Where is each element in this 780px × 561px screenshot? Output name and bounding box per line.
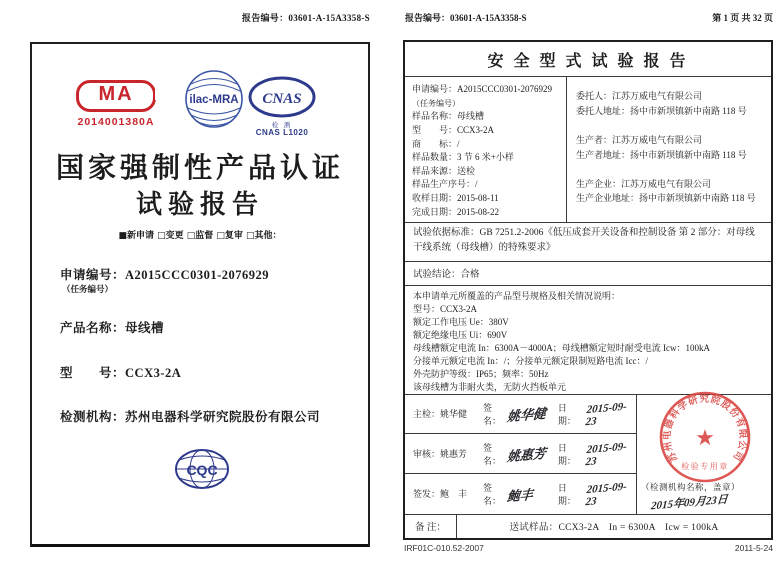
cnas-label: CNAS [262,91,302,107]
date-label: 日期： [557,402,576,426]
handwritten-date: 2015-09-23 [585,440,628,468]
cnas-logo [248,76,316,138]
desc-line: 母线槽额定电流 In：6300A－4000A；母线槽额定短时耐受电流 Icw：100kA [413,342,710,353]
report-title: 安 全 型 式 试 验 报 告 [405,42,771,77]
left-report-number: 报告编号：03601-A-15A3358-S [241,13,370,23]
handwritten-signature: 鲍丰 [506,487,534,505]
test-agency-label: 检测机构： [60,410,126,424]
remark-value: 送试样品：CCX3-2A In = 6300A Icw = 100kA [509,523,719,534]
seal-type-text: 检验专用章 [681,461,729,471]
desc-line: 型号：CCX3-2A [413,303,478,314]
signature-rows [405,395,637,514]
desc-line: 额定工作电压 Ue：380V [413,316,509,327]
application-number-row [60,265,269,283]
info-line [576,162,765,177]
right-report-number: 报告编号：03601-A-15A3358-S [405,13,527,23]
signature-row-inspector [405,395,636,435]
info-line: 型 号：CCX3-2A [412,124,495,135]
desc-line: 分接单元额定电流 In：/；分接单元额定限制短路电流 Icc：/ [413,356,648,367]
desc-line: 外壳防护等级：IP65；频率：50Hz [413,369,549,380]
info-line: 申请编号：A2015CCC0301-2076929 [412,84,553,95]
seal-org-text: 苏州电器科学研究院股份有限公司 [662,394,748,463]
application-number-label: 申请编号： [60,268,126,282]
cnas-subtitle: 检 测 [271,122,293,129]
info-line: 生产企业：江苏万威电气有限公司 [576,178,712,189]
application-number-value: A2015CCC0301-2076929 [125,268,270,282]
info-line: 商 标：/ [412,138,460,149]
cqc-label: CQC [186,462,218,478]
test-conclusion-row: 试验结论：合格 [405,262,771,286]
handwritten-signature: 姚惠芳 [506,445,547,465]
star-icon: ★ [695,424,715,450]
test-agency-row [60,407,320,425]
sample-info-section [405,77,771,223]
cover-title-line1: 国家强制性产品认证 [55,153,344,184]
ilac-mra-logo [182,68,246,134]
info-line: 委托人：江苏万威电气有限公司 [576,91,703,102]
cqc-logo [174,448,230,490]
handwritten-signature: 姚华健 [506,406,547,425]
right-page-table [403,40,773,540]
sig-label: 签名： [483,402,502,426]
ilac-mra-label: ilac-MRA [189,94,239,106]
cma-number: 2014001380A [77,116,155,128]
seal-handwritten-date: 2015年09月23日 [650,493,729,512]
model-value: CCX3-2A [125,366,182,380]
client-info-right [567,77,771,222]
test-agency-value: 苏州电器科学研究院股份有限公司 [125,410,321,424]
signature-row-approver [405,474,636,514]
info-line: 样品名称：母线槽 [412,111,485,122]
info-line: 样品生产序号：/ [412,179,478,190]
remark-label: 备 注： [405,515,457,538]
sig-role: 签发：鲍 丰 [413,489,468,500]
cqc-globe-icon [174,448,230,490]
remark-row [405,515,771,538]
seal-cell [637,395,771,514]
application-type-checkboxes: ■新申请 □变更 □监督 □复审 □其他： [118,231,282,241]
product-name-label: 产品名称： [60,321,126,335]
sig-role: 审核：姚惠芳 [413,449,468,460]
test-standard-row: 试验依据标准：GB 7251.2-2006《低压成套开关设备和控制设备 第 2 部分：对母线干线系统（母线槽）的特殊要求》 [405,223,771,262]
cnas-code: CNAS L1020 [255,128,309,137]
sample-info-left [405,77,567,222]
product-name-value: 母线槽 [125,321,165,335]
sig-label: 签名： [483,482,502,506]
model-row [60,363,181,381]
date-label: 日期： [557,482,576,506]
info-line: 收样日期：2015-08-11 [412,192,499,203]
sig-label: 签名： [483,442,502,466]
desc-line: 额定绝缘电压 Ui：690V [413,329,508,340]
info-line: 生产企业地址：扬中市新坝镇新中南路 118 号 [576,193,756,204]
cnas-oval-icon [248,76,316,120]
desc-line: 本申请单元所覆盖的产品型号规格及相关情况说明： [413,290,621,301]
handwritten-date: 2015-09-23 [585,480,628,509]
handwritten-date: 2015-09-23 [585,400,628,429]
task-number-note: （任务编号） [62,284,114,294]
info-line: 样品来源：送检 [412,165,476,176]
form-date: 2011-5-24 [734,543,773,553]
cma-logo-label: MA [98,83,134,105]
cma-logo [76,80,158,128]
globe-icon [182,68,246,134]
info-line: 生产者：江苏万威电气有限公司 [576,134,703,145]
form-code: IRF01C-010.52-2007 [404,543,484,553]
product-description-section [405,286,771,395]
product-name-row [60,318,164,336]
info-line: 委托人地址：扬中市新坝镇新中南路 118 号 [576,105,747,116]
desc-line: 该母线槽为非耐火类，无防火挡板单元 [413,382,567,393]
info-line: 样品数量：3 节 6 米+小样 [412,152,514,163]
signature-section [405,395,771,515]
info-line: （任务编号） [412,98,460,108]
date-label: 日期： [557,442,576,466]
left-page [30,42,370,547]
page-count: 第 1 页 共 32 页 [712,13,773,23]
cover-title-line2: 试验报告 [135,190,264,219]
model-label: 型 号： [60,366,126,380]
seal-caption: （检测机构名称，盖章） [641,481,741,492]
signature-row-reviewer [405,434,636,474]
sig-role: 主检：姚华健 [413,409,468,420]
info-line: 生产者地址：扬中市新坝镇新中南路 118 号 [576,149,747,160]
info-line [576,118,765,133]
info-line: 完成日期：2015-08-22 [412,206,499,217]
red-seal-stamp-icon [645,389,765,493]
